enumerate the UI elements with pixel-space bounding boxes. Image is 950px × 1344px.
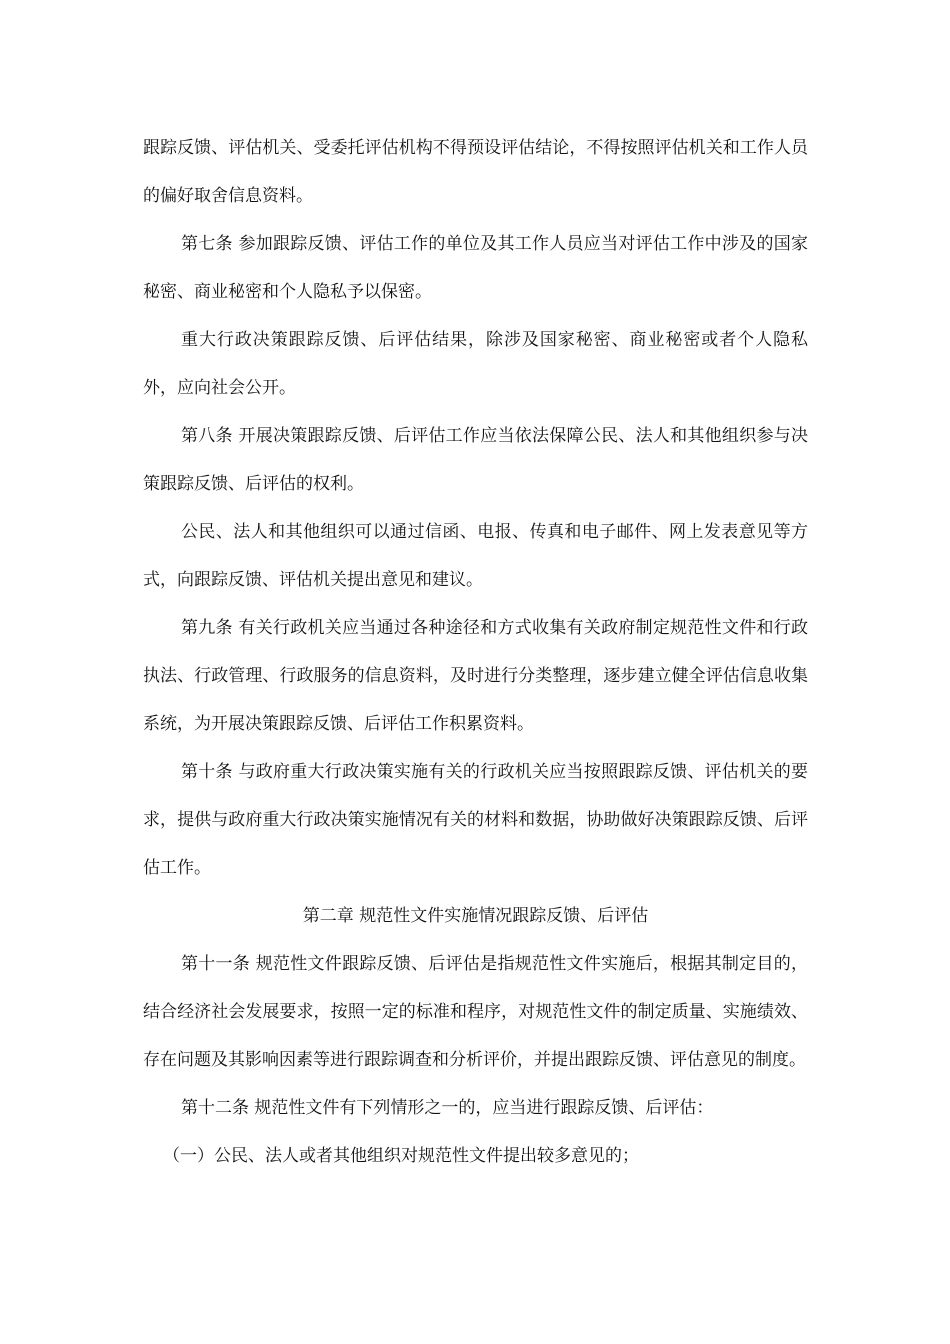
paragraph-article-11: 第十一条 规范性文件跟踪反馈、后评估是指规范性文件实施后，根据其制定目的，结合经济社会发展要求，按照一定的标准和程序，对规范性文件的制定质量、实施绩效、存在问题及其影响因素等进行跟踪调查和分析评价，并提出跟踪反馈、评估意见的制度。: [143, 954, 808, 1070]
paragraph-article-7: 第七条 参加跟踪反馈、评估工作的单位及其工作人员应当对评估工作中涉及的国家秘密、商业秘密和个人隐私予以保密。: [143, 234, 808, 302]
paragraph-article-6-continued: 跟踪反馈、评估机关、受委托评估机构不得预设评估结论，不得按照评估机关和工作人员的偏好取舍信息资料。: [143, 138, 808, 206]
document-body: [143, 124, 808, 1180]
paragraph-article-12: 第十二条 规范性文件有下列情形之一的，应当进行跟踪反馈、后评估：: [181, 1098, 714, 1118]
chapter-title: 第二章 规范性文件实施情况跟踪反馈、后评估: [302, 906, 649, 926]
paragraph-article-10: 第十条 与政府重大行政决策实施有关的行政机关应当按照跟踪反馈、评估机关的要求，提供与政府重大行政决策实施情况有关的材料和数据，协助做好决策跟踪反馈、后评估工作。: [143, 762, 808, 878]
paragraph-article-12-item-1: （一）公民、法人或者其他组织对规范性文件提出较多意见的；: [163, 1146, 639, 1166]
paragraph-article-8-clause-2: 公民、法人和其他组织可以通过信函、电报、传真和电子邮件、网上发表意见等方式，向跟踪反馈、评估机关提出意见和建议。: [143, 522, 808, 590]
paragraph-article-9: 第九条 有关行政机关应当通过各种途径和方式收集有关政府制定规范性文件和行政执法、行政管理、行政服务的信息资料，及时进行分类整理，逐步建立健全评估信息收集系统，为开展决策跟踪反馈、后评估工作积累资料。: [143, 618, 808, 734]
paragraph-article-7-clause-2: 重大行政决策跟踪反馈、后评估结果，除涉及国家秘密、商业秘密或者个人隐私外，应向社会公开。: [143, 330, 808, 398]
paragraph-article-8: 第八条 开展决策跟踪反馈、后评估工作应当依法保障公民、法人和其他组织参与决策跟踪反馈、后评估的权利。: [143, 426, 808, 494]
